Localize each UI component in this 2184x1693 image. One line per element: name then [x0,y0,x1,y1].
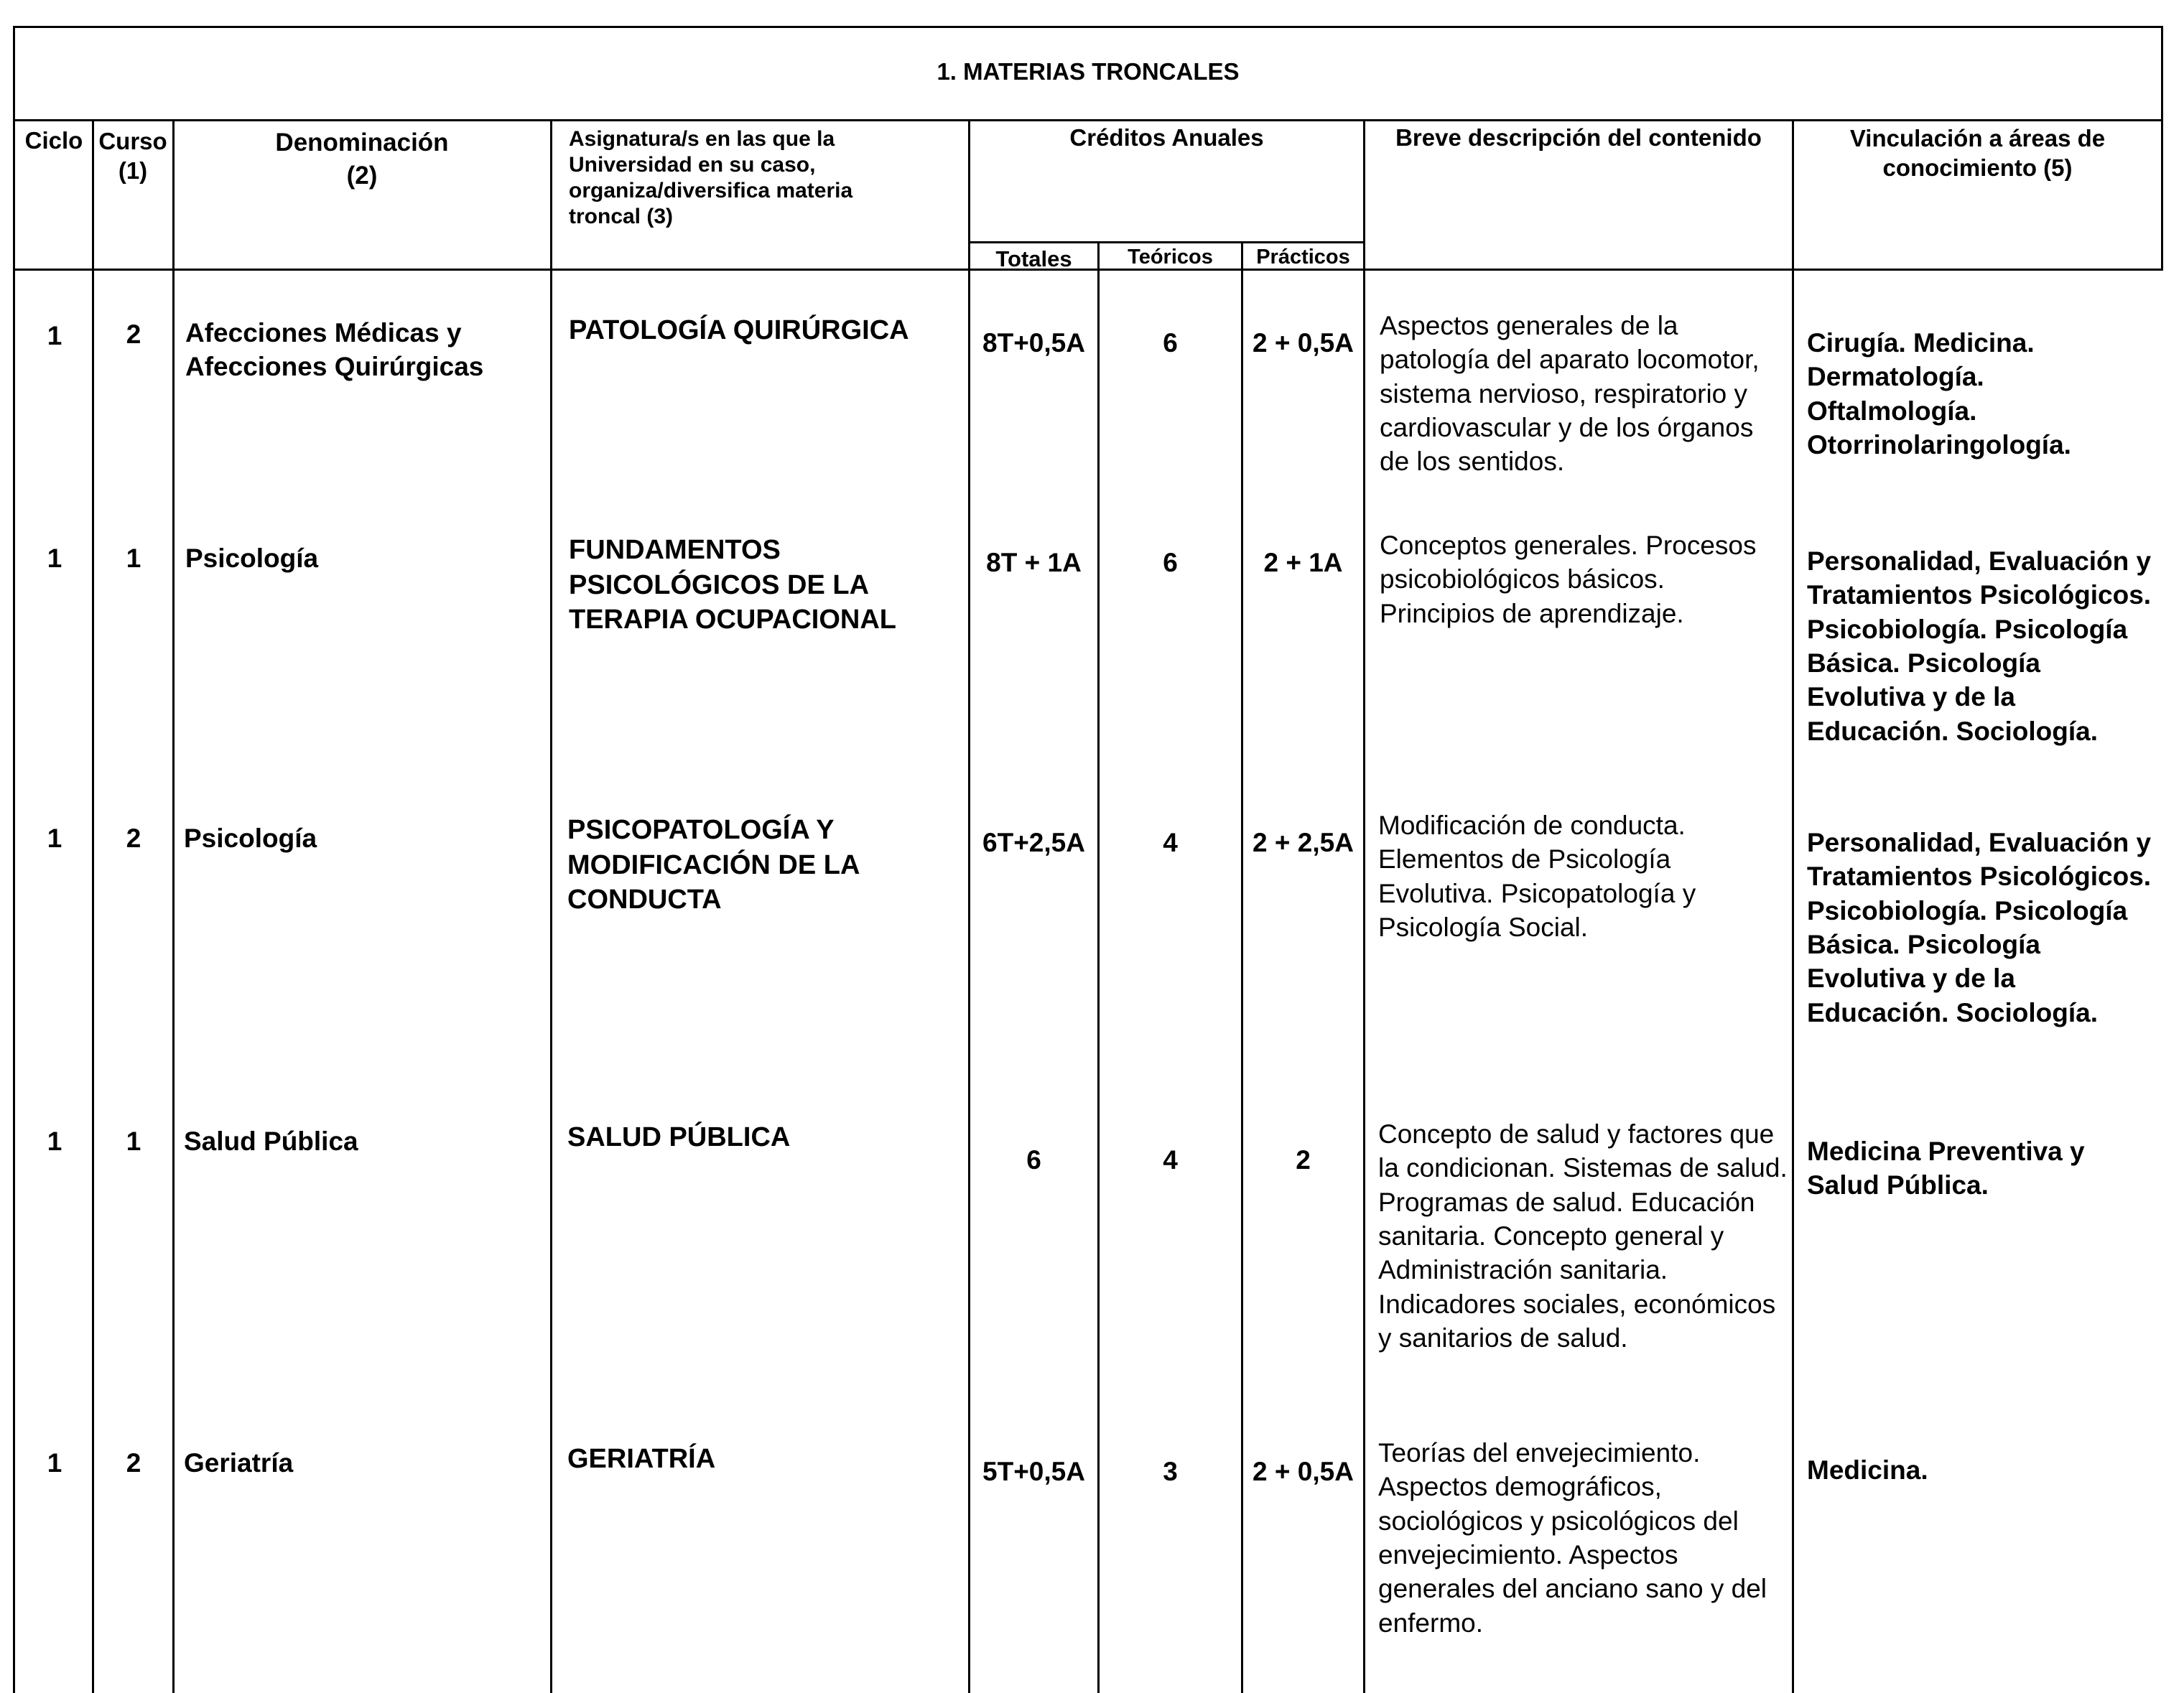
row-3-ciclo: 1 [47,824,62,853]
row-4-practicos: 2 [1296,1145,1311,1175]
row-4-ciclo: 1 [47,1127,62,1156]
row-2-totales: 8T + 1A [986,548,1082,577]
row-4-denominacion: Salud Pública [184,1127,358,1156]
rule-practicos-desc [1363,119,1365,1693]
rule-left [13,26,15,1693]
row-5-teoricos: 3 [1163,1457,1178,1486]
row-2-teoricos: 6 [1163,548,1178,577]
header-totales: Totales [995,246,1072,271]
rule-top [13,26,2163,28]
row-3-asignatura: PSICOPATOLOGÍA Y MODIFICACIÓN DE LA CONDUCTA [567,815,860,915]
header-curso: Curso (1) [98,128,167,185]
row-1-practicos: 2 + 0,5A [1253,328,1354,358]
row-1-denominacion: Afecciones Médicas y Afecciones Quirúrgicas [185,318,484,382]
row-1-curso: 2 [126,320,141,349]
troncales-table [13,26,2163,1693]
row-2-ciclo: 1 [47,544,62,573]
header-asignatura: Asignatura/s en las que la Universidad en su caso, organiza/diversifica materia troncal (3) [569,127,853,228]
row-5-practicos: 2 + 0,5A [1253,1457,1354,1486]
row-2-curso: 1 [126,544,141,573]
row-2-practicos: 2 + 1A [1263,548,1343,577]
row-5-curso: 2 [126,1448,141,1478]
row-4-descripcion: Concepto de salud y factores que la condicionan. Sistemas de salud. Programas de salud. Educación sanitaria. Concepto general y Administración sanitaria. Indicadores sociales, económicos y sanitarios de salud. [1378,1119,1788,1353]
row-3-denominacion: Psicología [184,824,317,853]
row-3-totales: 6T+2,5A [982,828,1085,857]
row-5-totales: 5T+0,5A [982,1457,1085,1486]
row-1-teoricos: 6 [1163,328,1178,358]
header-vinculacion: Vinculación a áreas de conocimiento (5) [1849,125,2106,182]
row-5-ciclo: 1 [47,1448,62,1478]
row-5-denominacion: Geriatría [184,1448,294,1478]
row-5-asignatura: GERIATRÍA [567,1444,716,1474]
rule-denom-asig [550,119,552,1693]
row-1-ciclo: 1 [47,321,62,350]
rule-desc-vinc [1792,119,1794,1693]
rule-creditos-sub [970,241,1363,243]
row-4-curso: 1 [126,1127,141,1156]
header-practicos: Prácticos [1256,246,1350,269]
row-4-totales: 6 [1026,1145,1041,1175]
header-creditos: Créditos Anuales [1069,124,1264,151]
row-5-descripcion: Teorías del envejecimiento. Aspectos demográficos, sociológicos y psicológicos del envejecimiento. Aspectos generales del anciano sano y del enfermo. [1378,1438,1767,1638]
row-3-teoricos: 4 [1163,828,1178,857]
row-3-curso: 2 [126,824,141,853]
row-4-vinculacion: Medicina Preventiva y Salud Pública. [1807,1137,2085,1200]
row-1-vinculacion: Cirugía. Medicina. Dermatología. Oftalmología. Otorrinolaringología. [1807,328,2071,460]
row-5-vinculacion: Medicina. [1807,1455,1928,1485]
row-1-totales: 8T+0,5A [982,328,1085,358]
rule-title-bottom [13,119,2163,121]
header-descripcion: Breve descripción del contenido [1395,124,1762,151]
row-1-descripcion: Aspectos generales de la patología del aparato locomotor, sistema nervioso, respiratorio y cardiovascular y de los órganos de los sentidos. [1380,311,1760,477]
row-2-vinculacion: Personalidad, Evaluación y Tratamientos Psicológicos. Psicobiología. Psicología Básica. Psicología Evolutiva y de la Educación. Sociología. [1807,546,2152,746]
row-4-asignatura: SALUD PÚBLICA [567,1122,791,1152]
row-1-asignatura: PATOLOGÍA QUIRÚRGICA [569,315,909,345]
row-3-descripcion: Modificación de conducta. Elementos de Psicología Evolutiva. Psicopatología y Psicología Social. [1378,811,1696,943]
row-3-vinculacion: Personalidad, Evaluación y Tratamientos Psicológicos. Psicobiología. Psicología Básica. Psicología Evolutiva y de la Educación. Sociología. [1807,828,2152,1027]
row-3-practicos: 2 + 2,5A [1253,828,1354,857]
header-denominacion: Denominación (2) [275,129,449,190]
header-ciclo: Ciclo [24,127,83,154]
row-2-asignatura: FUNDAMENTOS PSICOLÓGICOS DE LA TERAPIA OCUPACIONAL [569,535,896,635]
row-4-teoricos: 4 [1163,1145,1178,1175]
header-teoricos: Teóricos [1128,246,1213,269]
row-2-descripcion: Conceptos generales. Procesos psicobiológicos básicos. Principios de aprendizaje. [1380,531,1757,628]
row-2-denominacion: Psicología [185,544,319,573]
table-title: 1. MATERIAS TRONCALES [937,58,1240,85]
